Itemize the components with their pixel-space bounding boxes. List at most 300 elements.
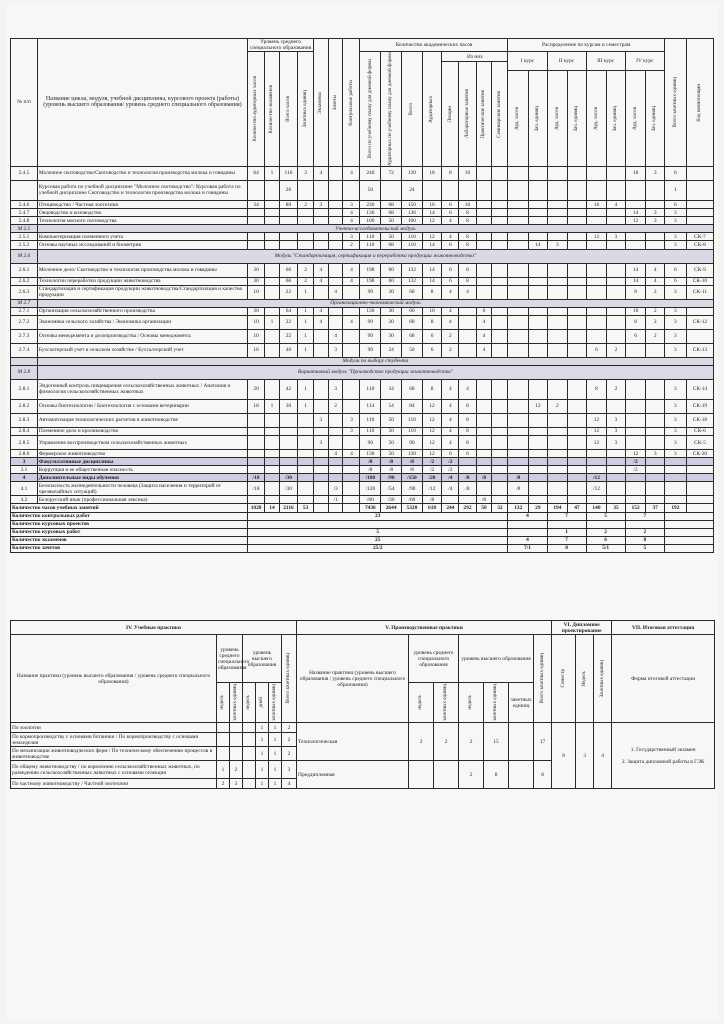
table-cell [459, 343, 476, 357]
table-cell: /8 [476, 474, 492, 482]
table-row [11, 450, 714, 458]
table-cell [607, 329, 625, 343]
section-title: Модули по выбору студента [37, 357, 713, 365]
col-total-units: Всего зачетных единиц [664, 39, 686, 167]
prod-row-tech: Технологическая [297, 723, 409, 761]
totals-credits-row: Количество зачетов 25/2 7/1 8 5/1 5 [11, 544, 714, 552]
table-cell [568, 263, 586, 277]
discipline-name: Бухгалтерский учет в сельском хозяйстве / Бухгалтерский учет [37, 343, 247, 357]
table-cell: 8 [442, 166, 459, 180]
table-cell: 6 [664, 263, 686, 277]
table-cell [492, 329, 508, 343]
table-cell [607, 166, 625, 180]
curriculum-rows [11, 166, 714, 504]
discipline-name: Белорусский язык (профессиональная лексика) [37, 496, 247, 504]
col-credits: Зачеты [328, 39, 343, 167]
table-cell: 3 [314, 413, 329, 427]
table-cell [508, 285, 529, 299]
section-code: М 2.7 [11, 299, 38, 307]
table-cell [328, 474, 343, 482]
table-cell: 14 [422, 209, 442, 217]
table-cell [314, 482, 329, 496]
table-cell: 14 [422, 263, 442, 277]
curriculum-table: № п/п Название цикла, модуля, учебной дисциплины, курсового проекта (работы) (уровень высшего образования/ уровень среднего специального образования) Уровень среднего специального образования Экзамены Зачеты Контрольные работы Количество академических часов Распределение по курсам и семестрам Всего зачетных единиц Код компетенции Количество аудиторных часов Количество экзаменов Всего часов Зачетных единиц Всего по учебному плану для дневной формы Аудиторных по учебному плану для дневной формы Всего Аудиторных Из них I курс II курс III курс IV курс Лекции Лабораторные занятия Практические занятия Семинарские занятия Ауд. часов Зач. единиц Ауд. часов Зач. единиц Ауд. часов Зач. единиц Ауд. часов Зач. единиц 2.4.5 Молочное скотоводство/Скотоводство и технология производства молока и говядины 64 1 116 3 4 4 246 72 130 18 8 10 18 3 6 Курсовая работа по учебной дисциплине "Молочное скотоводство"/ Курсовая работа по учебной дисциплине Скотоводство и технология производства молока и говядины 26 50 24 1 2.4.6 Птицеводство / Частная зоотехния 34 80 2 3 3 230 68 150 16 6 10 16 4 6 2.4.7 Овцеводство и козоводство 4 136 68 136 14 6 8 14 3 3 2.4.8 Технология мясного скотоводства 4 100 50 100 12 4 8 12 3 3 М 2.5 Учетно-исследовательский модуль 2.5.1 Компьютеризация племенного учета 3 110 50 110 12 4 8 12 3 3 СК-7 2.5.2 Основы научных исследований и биометрия 2 110 68 110 14 6 8 14 3 3 СК-8 М 2.6 Модуль "Стандартизация, сертификация и переработка продукции животноводства" 2.6.1 Молочное дело/ Скотоводство и технология производства молока и говядины 30 66 2 4 4 198 60 132 14 6 8 14 4 6 СК-9 2.6.2 Технологии переработки продукции животноводства 30 66 2 4 4 198 60 132 14 6 8 14 4 6 СК-10 2.6.3 Стандартизация и сертификация продукции животноводства/Стандартизация и качество продукции 10 22 1 4 90 30 68 8 4 4 8 2 3 СК-11 М 2.7 Организационно-экономический модуль 2.7.1 Организация сельскохозяйственного производства 30 64 1 4 130 30 66 10 4 6 10 2 3 2.7.2 Экономика сельского хозяйства / Экономика организации 10 1 22 1 4 4 90 30 68 8 4 4 8 2 3 СК-12 2.7.3 Основы менеджмента и делопроизводства / Основы менеджмента 10 22 1 4 90 30 68 6 2 4 6 2 3 2.7.4 Бухгалтерский учет в сельском хозяйстве / Бухгалтерский учет 16 40 1 3 90 24 50 6 2 4 6 2 3 СК-13 Модули по выбору студента М 2.8 Вариативный модуль "Производство продукции животноводства" 2.8.1 Эндогенный контроль пищеварения сельскохозяйственных животных / Анатомия и физиология сельскохозяйственных животных 20 42 1 3 110 34 68 8 4 4 8 2 3 СК-14 2.8.2 Основы биотехнологии / Биотехнология с основами ветеринарии 18 1 30 1 2 114 54 84 12 4 8 12 2 3 СК-19 2.8.3 Автоматизация технологических расчетов в животноводстве 3 3 110 50 110 12 4 8 12 3 3 СК-18 2.8.4 Племенное дело и кролиководство 3 110 50 110 12 4 8 12 3 3 СК-6 2.8.5 Управление воспроизводством сельскохозяйственных животных 3 90 50 90 12 4 8 12 3 3 СК-5 2.8.6 Фермерское животноводство 4 4 130 50 130 12 6 6 12 3 3 СК-20 3 Факультативные дисциплины /8 /8 /8 /2 /2 /2 3.1 Коррупция и ее общественная опасность /8 /8 /8 /2 /2 /2 4 Дополнительные виды обучения /18 /30 /180 /90 /150 /20 /4 /8 /8 /8 /12 4.1 Безопасность жизнедеятельности человека (Защита населения и территорий от чрезвычайных ситуаций) /18 /30 /3 /120 /54 /90 /12 /4 /8 /8 /12 4.2 Белорусский язык (профессиональная лексика) /1 /60 /36 /60 /8 /8 Количество часов учебных занятий 1028 14 2116 53 7436 2644 5320 618 244 292 50 32 132 29 194 47 140 35 152 37 192 Количество контрольных работ 23 4 7 5 7 Количество курсовых проектов Количество курсовых работ 5 1 2 2 Количество экзаменов 25 4 7 6 8 Количество зачетов 25/2 7/1 8 5/1 5 [10, 38, 714, 553]
final-title: VII. Итоговая аттестация [612, 621, 715, 635]
table-cell [547, 413, 568, 427]
table-cell: 6 [664, 166, 686, 180]
table-cell: 2 [646, 315, 664, 329]
table-cell [328, 307, 343, 315]
table-cell: 1 [265, 166, 280, 180]
table-row [11, 249, 714, 263]
table-cell [265, 427, 280, 435]
table-cell [459, 466, 476, 474]
table-cell [529, 285, 547, 299]
table-cell [248, 496, 265, 504]
table-cell [529, 466, 547, 474]
table-cell [328, 427, 343, 435]
table-cell [529, 166, 547, 180]
table-cell: /8 [459, 482, 476, 496]
table-row [11, 285, 714, 299]
table-cell: 6 [442, 209, 459, 217]
table-cell: /2 [625, 466, 646, 474]
table-cell: 12 [586, 436, 607, 450]
table-cell [686, 166, 713, 180]
table-cell [686, 466, 713, 474]
table-cell: /8 [381, 466, 402, 474]
table-cell: 6 [422, 343, 442, 357]
col-name: Название цикла, модуля, учебной дисциплины, курсового проекта (работы) (уровень высшего образования/ уровень среднего специального образования) [37, 39, 247, 167]
table-cell: 1 [265, 315, 280, 329]
table-cell: 8 [625, 285, 646, 299]
totals-projects-row: Количество курсовых проектов [11, 520, 714, 528]
table-cell: 14 [529, 241, 547, 249]
table-cell: 2.6.2 [11, 277, 38, 285]
table-cell [529, 307, 547, 315]
table-cell [508, 241, 529, 249]
table-cell [508, 466, 529, 474]
table-cell: 10 [422, 307, 442, 315]
table-row [11, 307, 714, 315]
table-cell [328, 263, 343, 277]
table-cell: СК-10 [686, 277, 713, 285]
table-cell: 136 [402, 209, 423, 217]
table-cell: 2.7.2 [11, 315, 38, 329]
table-cell: 3 [664, 427, 686, 435]
table-cell [547, 474, 568, 482]
table-cell: 50 [381, 436, 402, 450]
table-cell: /8 [402, 466, 423, 474]
table-cell [529, 200, 547, 208]
table-cell: 50 [381, 233, 402, 241]
table-cell [646, 436, 664, 450]
table-cell: 10 [248, 285, 265, 299]
table-cell [265, 379, 280, 399]
table-cell [328, 200, 343, 208]
table-cell: 8 [422, 315, 442, 329]
table-cell: 64 [248, 166, 265, 180]
table-cell [265, 180, 280, 200]
table-cell [568, 329, 586, 343]
table-cell [568, 209, 586, 217]
table-cell: 4 [442, 427, 459, 435]
table-cell [459, 315, 476, 329]
table-cell: 8 [422, 379, 442, 399]
table-cell [508, 413, 529, 427]
table-cell [686, 217, 713, 225]
table-cell: 6 [459, 450, 476, 458]
table-cell: 8 [422, 285, 442, 299]
table-cell [298, 436, 314, 450]
table-cell [568, 217, 586, 225]
table-row [11, 357, 714, 365]
table-cell [298, 413, 314, 427]
table-cell [664, 474, 686, 482]
table-cell [568, 496, 586, 504]
table-cell: СК-19 [686, 399, 713, 413]
table-cell: 60 [381, 277, 402, 285]
prod-practice-title: V. Производственные практики [297, 621, 552, 635]
table-cell: 4 [476, 329, 492, 343]
table-cell [492, 263, 508, 277]
table-cell: /54 [381, 482, 402, 496]
table-cell: 40 [279, 343, 297, 357]
table-cell: 4 [646, 277, 664, 285]
table-cell [265, 496, 280, 504]
table-cell: 4 [343, 315, 360, 329]
table-cell [529, 436, 547, 450]
table-cell [607, 263, 625, 277]
table-cell: 198 [360, 263, 381, 277]
table-cell: 4 [328, 329, 343, 343]
table-cell: 2 [607, 343, 625, 357]
table-cell [547, 450, 568, 458]
table-cell: 2.8.4 [11, 427, 38, 435]
table-cell: 34 [381, 379, 402, 399]
table-cell [586, 241, 607, 249]
table-cell: 4 [314, 166, 329, 180]
table-cell [265, 263, 280, 277]
table-cell [265, 413, 280, 427]
table-cell [422, 180, 442, 200]
table-cell: 90 [360, 329, 381, 343]
table-cell: 132 [402, 263, 423, 277]
table-cell: 12 [422, 436, 442, 450]
table-cell: 130 [360, 450, 381, 458]
table-cell: 3 [646, 450, 664, 458]
discipline-name: Овцеводство и козоводство [37, 209, 247, 217]
table-cell [314, 285, 329, 299]
table-cell: СК-8 [686, 241, 713, 249]
table-cell: 30 [248, 307, 265, 315]
table-cell [279, 241, 297, 249]
discipline-name: Основы научных исследований и биометрия [37, 241, 247, 249]
table-cell [248, 413, 265, 427]
table-cell [529, 329, 547, 343]
table-cell: 30 [248, 263, 265, 277]
table-cell: СК-6 [686, 427, 713, 435]
table-cell [314, 209, 329, 217]
table-cell: /30 [279, 474, 297, 482]
table-cell: 3 [664, 315, 686, 329]
table-cell [547, 466, 568, 474]
table-cell: /12 [586, 474, 607, 482]
table-cell: 1 [298, 399, 314, 413]
table-cell [568, 233, 586, 241]
table-cell: СК-5 [686, 436, 713, 450]
table-cell [607, 277, 625, 285]
discipline-name: Дополнительные виды обучения [37, 474, 247, 482]
table-row [11, 458, 714, 466]
table-cell: 12 [422, 413, 442, 427]
table-cell [586, 496, 607, 504]
discipline-name: Птицеводство / Частная зоотехния [37, 200, 247, 208]
table-cell: 6 [442, 241, 459, 249]
table-cell [298, 450, 314, 458]
table-cell [568, 241, 586, 249]
table-cell [343, 379, 360, 399]
table-cell [314, 450, 329, 458]
table-cell [508, 233, 529, 241]
curriculum-totals [11, 504, 714, 553]
table-cell [547, 436, 568, 450]
table-cell [343, 482, 360, 496]
table-cell: 8 [459, 217, 476, 225]
table-cell [279, 413, 297, 427]
table-cell [646, 200, 664, 208]
table-row [11, 413, 714, 427]
table-cell [279, 233, 297, 241]
table-cell: 12 [625, 217, 646, 225]
table-cell: 4 [646, 263, 664, 277]
table-cell: 110 [360, 233, 381, 241]
table-cell [248, 458, 265, 466]
table-cell [547, 315, 568, 329]
discipline-name: Факультативные дисциплины [37, 458, 247, 466]
table-cell: 12 [586, 427, 607, 435]
table-cell: /8 [459, 474, 476, 482]
table-cell: 60 [381, 263, 402, 277]
table-cell: 8 [586, 379, 607, 399]
table-cell: 1 [664, 180, 686, 200]
table-cell [586, 399, 607, 413]
table-cell [508, 277, 529, 285]
table-cell [476, 263, 492, 277]
table-cell [459, 180, 476, 200]
table-cell [328, 315, 343, 329]
table-cell [625, 436, 646, 450]
table-cell: 2.7.1 [11, 307, 38, 315]
table-cell [279, 209, 297, 217]
discipline-name: Стандартизация и сертификация продукции животноводства/Стандартизация и качество продукции [37, 285, 247, 299]
table-cell [625, 233, 646, 241]
table-cell [547, 427, 568, 435]
table-cell: 12 [422, 399, 442, 413]
table-cell: 6 [422, 329, 442, 343]
table-cell [265, 209, 280, 217]
table-cell [492, 343, 508, 357]
table-cell [646, 180, 664, 200]
table-cell: 6 [664, 277, 686, 285]
table-cell: 3 [664, 233, 686, 241]
table-cell [492, 436, 508, 450]
table-cell [568, 166, 586, 180]
table-cell [547, 379, 568, 399]
table-cell: 8 [459, 209, 476, 217]
table-cell: 10 [459, 166, 476, 180]
table-cell: 3 [547, 241, 568, 249]
table-cell [586, 285, 607, 299]
table-cell [508, 200, 529, 208]
table-cell: 8 [459, 277, 476, 285]
table-cell [492, 285, 508, 299]
table-cell [442, 496, 459, 504]
table-cell [492, 482, 508, 496]
table-cell: 110 [360, 413, 381, 427]
table-cell [476, 427, 492, 435]
table-cell [568, 200, 586, 208]
table-cell [508, 343, 529, 357]
table-row [11, 217, 714, 225]
table-cell [568, 399, 586, 413]
section-title: Учетно-исследовательский модуль [37, 225, 713, 233]
table-cell: 22 [279, 329, 297, 343]
table-cell [664, 466, 686, 474]
table-cell [568, 466, 586, 474]
table-cell: /8 [381, 458, 402, 466]
table-cell: 50 [381, 450, 402, 458]
table-cell [547, 482, 568, 496]
table-cell [476, 200, 492, 208]
table-cell: 150 [402, 200, 423, 208]
table-cell: 4 [459, 379, 476, 399]
table-cell: 4.1 [11, 482, 38, 496]
table-cell: 3 [328, 379, 343, 399]
table-cell: 114 [360, 399, 381, 413]
table-cell [529, 482, 547, 496]
table-row [11, 399, 714, 413]
table-cell: 18 [625, 166, 646, 180]
table-cell [568, 413, 586, 427]
table-cell [568, 379, 586, 399]
table-cell: 3 [314, 436, 329, 450]
table-cell: 3 [607, 413, 625, 427]
table-cell [343, 436, 360, 450]
table-cell: 3 [664, 209, 686, 217]
table-row [11, 225, 714, 233]
table-cell: /20 [422, 474, 442, 482]
table-cell [529, 474, 547, 482]
table-cell [547, 343, 568, 357]
table-cell [686, 482, 713, 496]
table-cell [625, 482, 646, 496]
table-cell [328, 217, 343, 225]
table-cell [529, 209, 547, 217]
table-cell: /36 [381, 496, 402, 504]
table-cell: 4 [328, 285, 343, 299]
table-cell [586, 466, 607, 474]
table-cell: 68 [402, 379, 423, 399]
table-cell: 110 [360, 241, 381, 249]
table-cell: 6 [442, 200, 459, 208]
table-cell: 4 [314, 263, 329, 277]
table-cell: 2 [646, 329, 664, 343]
table-cell: 130 [402, 166, 423, 180]
table-cell [625, 413, 646, 427]
table-cell: /3 [328, 482, 343, 496]
table-cell [646, 474, 664, 482]
table-cell [568, 180, 586, 200]
table-cell [607, 482, 625, 496]
table-cell [314, 241, 329, 249]
table-cell: 90 [402, 436, 423, 450]
table-cell [314, 343, 329, 357]
table-cell: /18 [248, 474, 265, 482]
table-cell [492, 209, 508, 217]
table-cell: /4 [442, 482, 459, 496]
table-cell [328, 466, 343, 474]
table-cell [298, 233, 314, 241]
table-cell: 3 [664, 450, 686, 458]
table-cell: 3 [11, 458, 38, 466]
table-cell [586, 277, 607, 285]
table-cell [314, 399, 329, 413]
table-cell [492, 399, 508, 413]
table-cell [279, 496, 297, 504]
table-cell [607, 399, 625, 413]
totals-control-row: Количество контрольных работ 23 4 7 5 7 [11, 512, 714, 520]
table-row [11, 315, 714, 329]
table-cell: 3 [607, 436, 625, 450]
table-cell [686, 496, 713, 504]
table-cell [265, 343, 280, 357]
diploma-title: VI. Дипломное проектирование [552, 621, 612, 635]
table-cell [343, 180, 360, 200]
table-cell: 4 [442, 307, 459, 315]
table-cell: 3 [664, 399, 686, 413]
table-cell [298, 466, 314, 474]
table-cell: /8 [402, 458, 423, 466]
table-cell [568, 482, 586, 496]
table-cell [586, 217, 607, 225]
table-cell [529, 233, 547, 241]
table-cell: 68 [381, 200, 402, 208]
table-cell [248, 233, 265, 241]
table-row [11, 166, 714, 180]
table-cell: /18 [248, 482, 265, 496]
table-cell [508, 217, 529, 225]
table-cell [508, 307, 529, 315]
table-cell [492, 315, 508, 329]
table-row [11, 200, 714, 208]
table-cell [568, 450, 586, 458]
table-row [11, 379, 714, 399]
table-cell [529, 496, 547, 504]
table-cell: /90 [381, 474, 402, 482]
table-cell [547, 263, 568, 277]
table-cell [568, 458, 586, 466]
table-cell: 4 [442, 413, 459, 427]
table-cell: 12 [422, 233, 442, 241]
table-row [11, 209, 714, 217]
table-cell [328, 209, 343, 217]
table-cell: 2.4.7 [11, 209, 38, 217]
table-cell [586, 180, 607, 200]
table-cell: 4.2 [11, 496, 38, 504]
table-cell [279, 217, 297, 225]
table-cell [646, 379, 664, 399]
